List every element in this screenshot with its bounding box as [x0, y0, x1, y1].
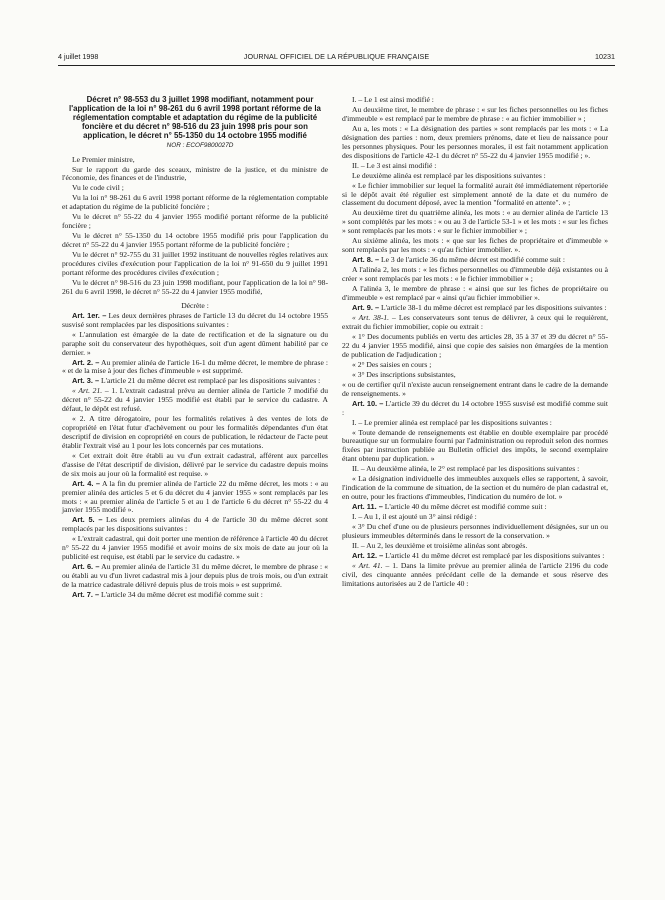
paragraph-text: « 3° Des inscriptions subsistantes, [352, 369, 456, 379]
paragraph-text: Le Premier ministre, [72, 154, 135, 164]
quoted-article-lead: « Art. 38-1. – [352, 312, 396, 322]
header-date: 4 juillet 1998 [58, 52, 99, 61]
article-number: Art. 11. – [352, 502, 383, 512]
paragraph-text: « 2° Des saisies en cours ; [352, 359, 432, 369]
paragraph-text: Vu la loi n° 98-261 du 6 avril 1998 portant réforme de la réglementation comptable et adaptation du régime de la publicité foncière ; [62, 193, 328, 212]
paragraph [62, 156, 328, 165]
paragraph-text: Vu le décret n° 92-755 du 31 juillet 1992 instituant de nouvelles règles relatives aux procédures civiles d'exécution pour l'application de la loi n° 91-650 du 9 juillet 1991 portant réforme des procédures civiles d'exécution ; [62, 250, 328, 277]
article-paragraph [342, 503, 608, 512]
paragraph-text: Au premier alinéa de l'article 16-1 du même décret, le membre de phrase : « et de la mise à jour des fiches d'immeuble » est supprimé. [62, 357, 328, 376]
paragraph [342, 96, 608, 105]
paragraph-text: Vu le décret n° 55-1350 du 14 octobre 1955 modifié pris pour l'application du décret n° 55-22 du 4 janvier 1955 portant réforme de la publicité foncière ; [62, 231, 328, 250]
article-paragraph [62, 591, 328, 600]
paragraph-text: « 2. A titre dérogatoire, pour les formalités relatives à des ventes de lots de copropriété en l'état futur d'achèvement ou pour les formalités dépendantes d'un état descriptif de division en copropriété en cours de publication, le rédacteur de l'acte peut établir l'extrait visé au 1 pour les lots concernés par ces mutations. [62, 414, 328, 450]
paragraph-text: « La désignation individuelle des immeubles auxquels elles se rapportent, à savoir, l'indication de la commune de situation, de la section et du numéro de plan cadastral et, en outre, pour les fractions d'immeubles, l'indication du numéro de lot. » [342, 474, 608, 502]
paragraph-text: 1. Dans la limite prévue au premier alinéa de l'article 2196 du code civil, des cinquante années précédant celle de la demande et sous réserve des limitations autorisées au 2 de l'article 40 : [342, 560, 608, 588]
article-number: Art. 9. – [352, 302, 380, 312]
paragraph [62, 452, 328, 479]
paragraph-text: Le 3 de l'article 36 du même décret est modifié comme suit : [381, 255, 565, 265]
paragraph-text: A l'alinéa 3, le membre de phrase : « ainsi que sur les fiches de propriétaire ou d'immeuble » est remplacé par « ainsi qu'au fichier immobilier ». [342, 284, 608, 302]
paragraph [62, 387, 328, 414]
paragraph-text: A l'alinéa 2, les mots : « les fiches personnelles ou d'immeuble déjà existantes ou à créer » sont remplacés par les mots : « le fichier immobilier » ; [342, 265, 608, 284]
article-number: Art. 10. – [352, 398, 384, 408]
paragraph-text: I. – Au 1, il est ajouté un 3° ainsi rédigé : [352, 512, 477, 522]
paragraph [342, 361, 608, 370]
article-number: Art. 2. – [72, 357, 100, 367]
paragraph [342, 314, 608, 332]
paragraph-text: Décrète : [181, 300, 209, 310]
paragraph-text: « 1° Des documents publiés en vertu des articles 28, 35 à 37 et 39 du décret n° 55-22 du 4 janvier 1955 modifié, ainsi que copie des saisies non émargées de la mention de publication de l'adjudication ; [342, 331, 608, 359]
article-paragraph [62, 480, 328, 516]
paragraph [342, 333, 608, 360]
header-journal-title: JOURNAL OFFICIEL DE LA RÉPUBLIQUE FRANÇAISE [243, 52, 430, 61]
paragraph [342, 106, 608, 124]
article-number: Art. 12. – [352, 550, 384, 560]
left-column [62, 96, 328, 601]
paragraph [62, 194, 328, 212]
paragraph [342, 162, 608, 171]
paragraph-text: L'article 34 du même décret est modifié comme suit : [101, 590, 263, 599]
paragraph-text: Sur le rapport du garde des sceaux, ministre de la justice, et du ministre de l'économie, des finances et de l'industrie, [62, 164, 328, 183]
article-paragraph [62, 312, 328, 330]
paragraph [62, 279, 328, 297]
paragraph [342, 465, 608, 474]
paragraph-text: A la fin du premier alinéa de l'article 22 du même décret, les mots : « au premier alinéa des articles 5 et 6 du décret du 4 janvier 1955 » sont remplacés par les mots : « au premier alinéa de l'article 5 et au 1 de l'article 6 du décret n° 55-22 du 4 janvier 1955 modifié ». [62, 478, 329, 515]
paragraph-text: I. – Le premier alinéa est remplacé par les dispositions suivantes : [352, 417, 552, 427]
right-column [342, 96, 608, 590]
paragraph [62, 302, 328, 311]
quoted-article-lead: « Art. 41. – [352, 560, 390, 570]
article-number: Art. 8. – [352, 255, 380, 265]
paragraph-text: Au deuxième tiret, le membre de phrase : « sur les fiches personnelles ou les fiches d'immeuble » est remplacé par le membre de phrase : « au fichier immobilier » ; [342, 105, 608, 123]
paragraph-text: II. – Le 3 est ainsi modifié : [352, 160, 437, 170]
decree-nor: NOR : ECOF9800027D [166, 141, 234, 149]
paragraph-text: Au premier alinéa de l'article 31 du même décret, le membre de phrase : « ou établi au vu d'un livret cadastral mis à jour depuis plus de trois mois, ou d'un extrait de la matrice cadastrale délivré depuis plus de trois mois » est supprimé. [62, 562, 329, 589]
article-number: Art. 7. – [72, 590, 100, 599]
paragraph [342, 513, 608, 522]
paragraph-text: 1. L'extrait cadastral prévu au dernier alinéa de l'article 7 modifié du décret n° 55-22 du 4 janvier 1955 modifié est établi par le service du cadastre. A défaut, le dépôt est refusé. [62, 386, 328, 414]
article-number: Art. 4. – [72, 478, 101, 488]
paragraph [62, 166, 328, 184]
paragraph-text: « ou de certifier qu'il n'existe aucun renseignement entrant dans le cadre de la demande de renseignements. » [342, 379, 608, 398]
article-number: Art. 1er. – [72, 310, 107, 320]
paragraph-text: II. – Au deuxième alinéa, le 2° est remplacé par les dispositions suivantes : [352, 464, 580, 474]
paragraph-text: L'article 21 du même décret est remplacé par les dispositions suivantes : [101, 376, 321, 386]
paragraph-text: Vu le décret n° 98-516 du 23 juin 1998 modifiant, pour l'application de la loi n° 98-261 du 6 avril 1998, le décret n° 55-22 du 4 janvier 1955 modifié, [62, 277, 328, 296]
article-paragraph [342, 256, 608, 265]
paragraph [342, 371, 608, 380]
paragraph [342, 523, 608, 541]
article-paragraph [342, 304, 608, 313]
paragraph [62, 251, 328, 278]
paragraph [62, 213, 328, 231]
article-number: Art. 3. – [72, 376, 100, 386]
header-page-number: 10231 [595, 52, 615, 61]
paragraph [62, 232, 328, 250]
article-paragraph [62, 377, 328, 386]
paragraph [342, 419, 608, 428]
article-paragraph [62, 359, 328, 377]
paragraph-text: Vu le code civil ; [72, 183, 124, 193]
paragraph [342, 381, 608, 399]
paragraph-text: Les conservateurs sont tenus de délivrer, à ceux qui le requièrent, extrait du fichier immobilier, copie ou extrait : [342, 312, 608, 331]
paragraph-text: « Cet extrait doit être établi au vu d'un extrait cadastral, afférent aux parcelles d'assise de l'état descriptif de division, délivré par le service du cadastre depuis moins de six mois au jour où la formalité est requise. » [62, 450, 328, 478]
article-paragraph [342, 400, 608, 418]
paragraph-text: « L'extrait cadastral, qui doit porter une mention de référence à l'article 40 du décret n° 55-22 du 4 janvier 1955 modifié et avoir moins de six mois de date au jour où la publicité est requise, est établi par le service du cadastre. » [62, 534, 328, 562]
paragraph [62, 184, 328, 193]
paragraph-text: II. – Au 2, les deuxième et troisième alinéas sont abrogés. [352, 540, 528, 550]
paragraph-text: Les deux dernières phrases de l'article 13 du décret du 14 octobre 1955 susvisé sont remplacées par les dispositions suivantes : [62, 310, 328, 329]
paragraph-text: L'article 41 du même décret est remplacé par les dispositions suivantes : [385, 550, 605, 560]
article-paragraph [342, 552, 608, 561]
paragraph-text: Vu le décret n° 55-22 du 4 janvier 1955 modifié portant réforme de la publicité foncière ; [62, 212, 328, 231]
article-paragraph [62, 563, 328, 590]
paragraph-text: « Toute demande de renseignements est établie en double exemplaire par procédé bureautique sur un formulaire fourni par l'administration ou reproduit selon des normes fixées par instruction publiée au Bulletin officiel des impôts, le second exemplaire étant obtenu par duplication. » [342, 427, 608, 464]
paragraph-text: Au sixième alinéa, les mots : « que sur les fiches de propriétaire et d'immeuble » sont remplacés par les mots : « qu'au fichier immobilier. ». [342, 236, 608, 255]
paragraph-text: « L'annulation est émargée de la date de rectification et de la signature ou du paraphe soit du conservateur des hypothèques, soit d'un agent dûment habilité par ce dernier. » [62, 329, 328, 357]
paragraph [62, 331, 328, 358]
paragraph [342, 542, 608, 551]
paragraph [342, 475, 608, 502]
decree-title: Décret n° 98-553 du 3 juillet 1998 modifiant, notamment pour l'application de la loi n° 98-261 du 6 avril 1998 portant réforme de la réglementation comptable et adaptation du régime de la publicité foncière et du décret n° 98-516 du 23 juin 1998 pris pour son application, le décret n° 55-1350 du 14 octobre 1955 modifié [69, 95, 321, 140]
paragraph-text: « Le fichier immobilier sur lequel la formalité aurait été immédiatement répertoriée si le dépôt avait été régulier est simplement annoté de la date et du numéro de classement du document déposé, avec la mention "formalité en attente". » ; [342, 180, 608, 208]
quoted-article-lead: « Art. 21. – [72, 386, 109, 396]
paragraph-text: Au a, les mots : « La désignation des parties » sont remplacés par les mots : « La désignation des parties : nom, deux premiers prénoms, date et lieu de naissance pour les personnes physiques. Pour les personnes morales, il est fait notamment application des dispositions de l'article 42-1 du décret n° 55-22 du 4 janvier 1955 modifié ; ». [342, 123, 608, 160]
paragraph-text: Les deux premiers alinéas du 4 de l'article 30 du même décret sont remplacés par les dispositions suivantes : [62, 515, 328, 534]
paragraph-text: L'article 39 du décret du 14 octobre 1955 susvisé est modifié comme suit : [342, 398, 608, 417]
article-paragraph [62, 516, 328, 534]
paragraph [62, 415, 328, 451]
paragraph [342, 429, 608, 465]
paragraph-text: « 3° Du chef d'une ou de plusieurs personnes individuellement désignées, sur un ou plusieurs immeubles déterminés dans le ressort de la conservation. » [342, 522, 608, 540]
header-rule [58, 65, 615, 66]
paragraph [342, 172, 608, 181]
paragraph [342, 237, 608, 255]
paragraph-text: Le deuxième alinéa est remplacé par les dispositions suivantes : [352, 170, 546, 180]
article-number: Art. 5. – [72, 515, 103, 525]
paragraph [342, 562, 608, 589]
article-number: Art. 6. – [72, 562, 100, 572]
paragraph-text: L'article 38-1 du même décret est remplacé par les dispositions suivantes : [381, 302, 607, 312]
paragraph [342, 182, 608, 209]
paragraph-text: L'article 40 du même décret est modifié comme suit : [384, 502, 547, 512]
page-header [58, 52, 615, 64]
paragraph [342, 125, 608, 161]
paragraph-text: Au deuxième tiret du quatrième alinéa, les mots : « au dernier alinéa de l'article 13 » sont complétés par les mots : « ou au 3 de l'article 53-1 » et les mots : « sur les fiches » sont remplacés par les mots : « sur le fichier immobilier » ; [342, 208, 608, 236]
paragraph [342, 209, 608, 236]
paragraph [342, 266, 608, 284]
paragraph [62, 535, 328, 562]
paragraph [342, 285, 608, 303]
paragraph-text: I. – Le 1 est ainsi modifié : [352, 95, 434, 104]
